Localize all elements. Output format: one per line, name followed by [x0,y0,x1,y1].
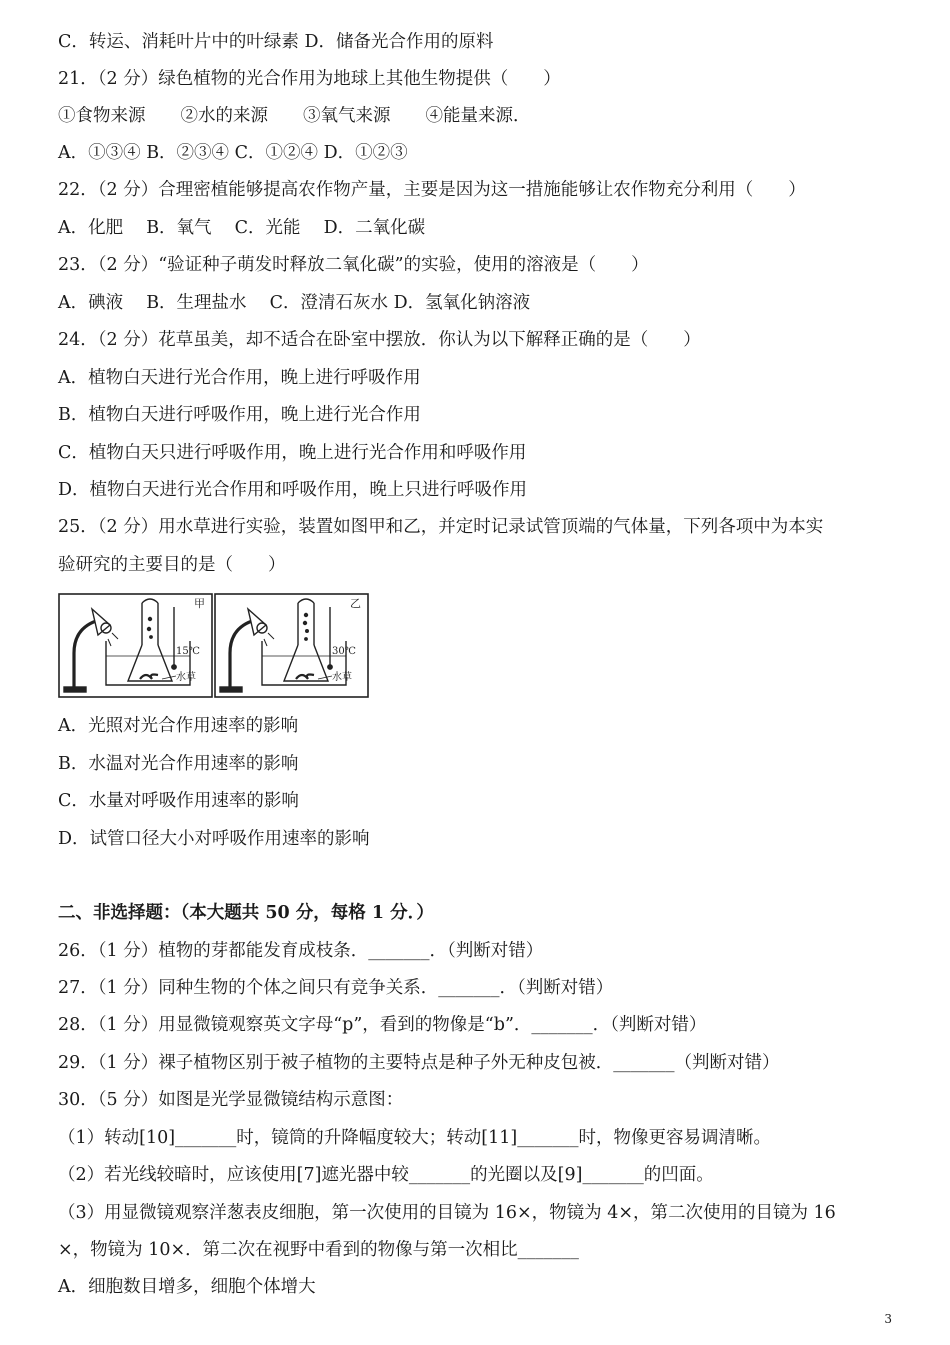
q30-part3-option-a: A．细胞数目增多，细胞个体增大 [58,1277,316,1297]
panel-jia-plant: 水草 [176,672,196,683]
q24-option-b: B．植物白天进行呼吸作用，晚上进行光合作用 [58,405,421,425]
q23-options: A．碘液 B．生理盐水 C．澄清石灰水 D．氢氧化钠溶液 [58,293,531,313]
q21-options: A．①③④ B．②③④ C．①②④ D．①②③ [58,143,408,163]
panel-jia-label: 甲 [194,597,205,610]
q24-option-c: C．植物白天只进行呼吸作用，晚上进行光合作用和呼吸作用 [58,443,527,463]
panel-jia-temp: 15℃ [176,646,200,657]
q30-stem: 30．（5 分）如图是光学显微镜结构示意图： [58,1090,404,1110]
q29: 29．（1 分）裸子植物区别于被子植物的主要特点是种子外无种皮包被．_______（判断对错） [58,1053,780,1073]
q30-part1: （1）转动[10]_______时，镜筒的升降幅度较大；转动[11]_______时，物像更容易调清晰。 [58,1128,771,1148]
q24-option-d: D．植物白天进行光合作用和呼吸作用，晚上只进行呼吸作用 [58,480,528,500]
q25-option-c: C．水量对呼吸作用速率的影响 [58,791,299,811]
q28: 28．（1 分）用显微镜观察英文字母“p”，看到的物像是“b”．_______．（判断对错） [58,1015,707,1035]
panel-yi-plant: 水草 [332,672,352,683]
q25-stem-line2: 验研究的主要目的是（ ） [58,555,286,575]
line-c-option-q20: C．转运、消耗叶片中的叶绿素 D．储备光合作用的原料 [58,32,494,52]
panel-yi-label: 乙 [350,597,361,610]
q22-stem: 22．（2 分）合理密植能够提高农作物产量，主要是因为这一措施能够让农作物充分利用（ ） [58,180,806,200]
q27: 27．（1 分）同种生物的个体之间只有竞争关系．_______．（判断对错） [58,978,614,998]
q25-option-d: D．试管口径大小对呼吸作用速率的影响 [58,829,370,849]
q21-items: ①食物来源 ②水的来源 ③氧气来源 ④能量来源． [58,106,531,126]
q22-options: A．化肥 B．氧气 C．光能 D．二氧化碳 [58,218,426,238]
q21-stem: 21．（2 分）绿色植物的光合作用为地球上其他生物提供（ ） [58,69,561,89]
experiment-figure [58,593,370,703]
q30-part3-line2: ×，物镜为 10×．第二次在视野中看到的物像与第一次相比_______ [58,1240,579,1260]
q24-stem: 24．（2 分）花草虽美，却不适合在卧室中摆放．你认为以下解释正确的是（ ） [58,330,701,350]
q24-option-a: A．植物白天进行光合作用，晚上进行呼吸作用 [58,368,421,388]
panel-yi-temp: 30℃ [332,646,356,657]
q25-option-a: A．光照对光合作用速率的影响 [58,716,299,736]
q30-part2: （2）若光线较暗时，应该使用[7]遮光器中较_______的光圈以及[9]_______的凹面。 [58,1165,714,1185]
section-heading: 二、非选择题：（本大题共 50 分，每格 1 分．） [58,903,434,923]
q26: 26．（1 分）植物的芽都能发育成枝条．_______．（判断对错） [58,941,544,961]
q30-part3-line1: （3）用显微镜观察洋葱表皮细胞，第一次使用的目镜为 16×，物镜为 4×，第二次使用的目镜为 16 [58,1203,836,1223]
q25-stem-line1: 25．（2 分）用水草进行实验，装置如图甲和乙，并定时记录试管顶端的气体量，下列各项中为本实 [58,517,824,537]
page-number: 3 [884,1312,892,1326]
q23-stem: 23．（2 分）“验证种子萌发时释放二氧化碳”的实验，使用的溶液是（ ） [58,255,649,275]
q25-option-b: B．水温对光合作用速率的影响 [58,754,299,774]
